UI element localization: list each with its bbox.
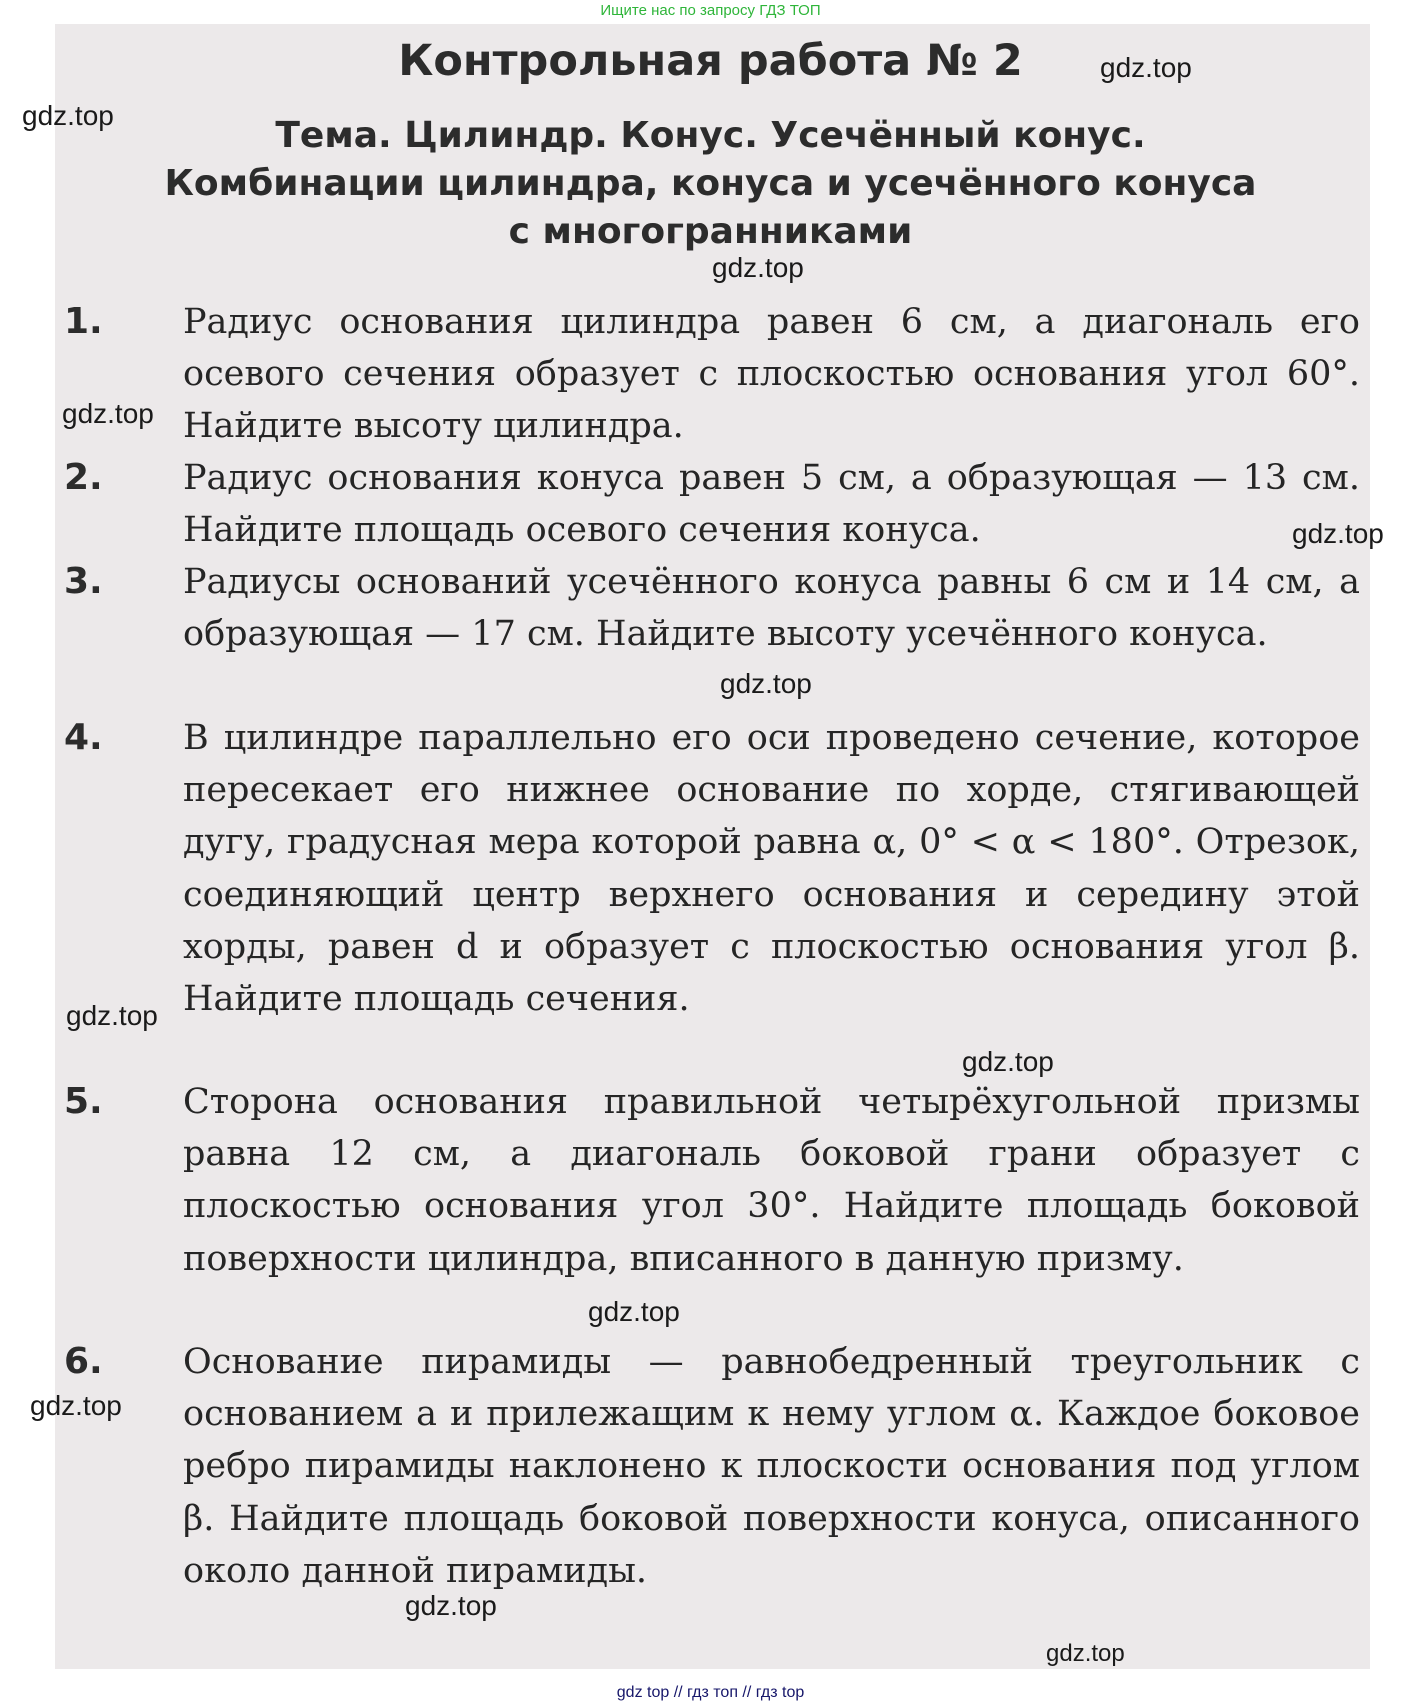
watermark: gdz.top [405, 1590, 497, 1621]
watermark: gdz.top [588, 1296, 680, 1327]
watermark: gdz.top [22, 100, 114, 131]
subtitle-line-2: Комбинации цилиндра, конуса и усечённого конуса [164, 163, 1257, 204]
watermark: gdz.top [30, 1390, 122, 1421]
watermark: gdz.top [712, 252, 804, 283]
subtitle-line-3: с многогранниками [508, 211, 913, 252]
problem-number: 5. [64, 1081, 103, 1122]
watermark: gdz.top [1292, 518, 1384, 549]
problem-text: Сторона основания правильной четырёхугольной призмы равна 12 см, а диагональ боковой грани образует с плоскостью основания угол 30°. Найдите площадь боковой поверхности цилиндра, вписанного в данную призму. [183, 1082, 1360, 1279]
problem-number: 6. [64, 1341, 103, 1382]
watermark: gdz.top [1046, 1640, 1125, 1667]
watermark: gdz.top [62, 398, 154, 429]
watermark: gdz.top [1100, 52, 1192, 83]
top-banner[interactable]: Ищите нас по запросу ГДЗ ТОП [600, 2, 821, 19]
problem-number: 3. [64, 561, 103, 602]
problem-text: В цилиндре параллельно его оси проведено сечение, которое пересекает его нижнее основание по хорде, стягивающей дугу, градусная мера которой равна α, 0° < α < 180°. Отрезок, соединяющий центр верхнего основания и середину этой хорды, равен d и образует с плоскостью основания угол β. Найдите площадь сечения. [183, 718, 1360, 1020]
footer-links[interactable]: gdz top // гдз топ // гдз top [616, 1684, 805, 1701]
problem-number: 2. [64, 457, 103, 498]
problem-text: Радиусы оснований усечённого конуса равны 6 см и 14 см, а образующая — 17 см. Найдите высоту усечённого конуса. [183, 562, 1360, 655]
watermark: gdz.top [962, 1046, 1054, 1077]
subtitle-line-1: Тема. Цилиндр. Конус. Усечённый конус. [275, 115, 1146, 156]
problem-text: Радиус основания конуса равен 5 см, а образующая — 13 см. Найдите площадь осевого сечения конуса. [183, 458, 1360, 551]
watermark: gdz.top [66, 1000, 158, 1031]
problem-text: Радиус основания цилиндра равен 6 см, а диагональ его осевого сечения образует с плоскостью основания угол 60°. Найдите высоту цилиндра. [183, 302, 1360, 447]
problem-number: 4. [64, 717, 103, 758]
watermark: gdz.top [720, 668, 812, 699]
problem-text: Основание пирамиды — равнобедренный треугольник с основанием a и прилежащим к нему углом α. Каждое боковое ребро пирамиды наклонено к плоскости основания под углом β. Найдите площадь боковой поверхности конуса, описанного около данной пирамиды. [183, 1342, 1360, 1591]
problem-number: 1. [64, 301, 103, 342]
page-title: Контрольная работа № 2 [398, 36, 1023, 86]
